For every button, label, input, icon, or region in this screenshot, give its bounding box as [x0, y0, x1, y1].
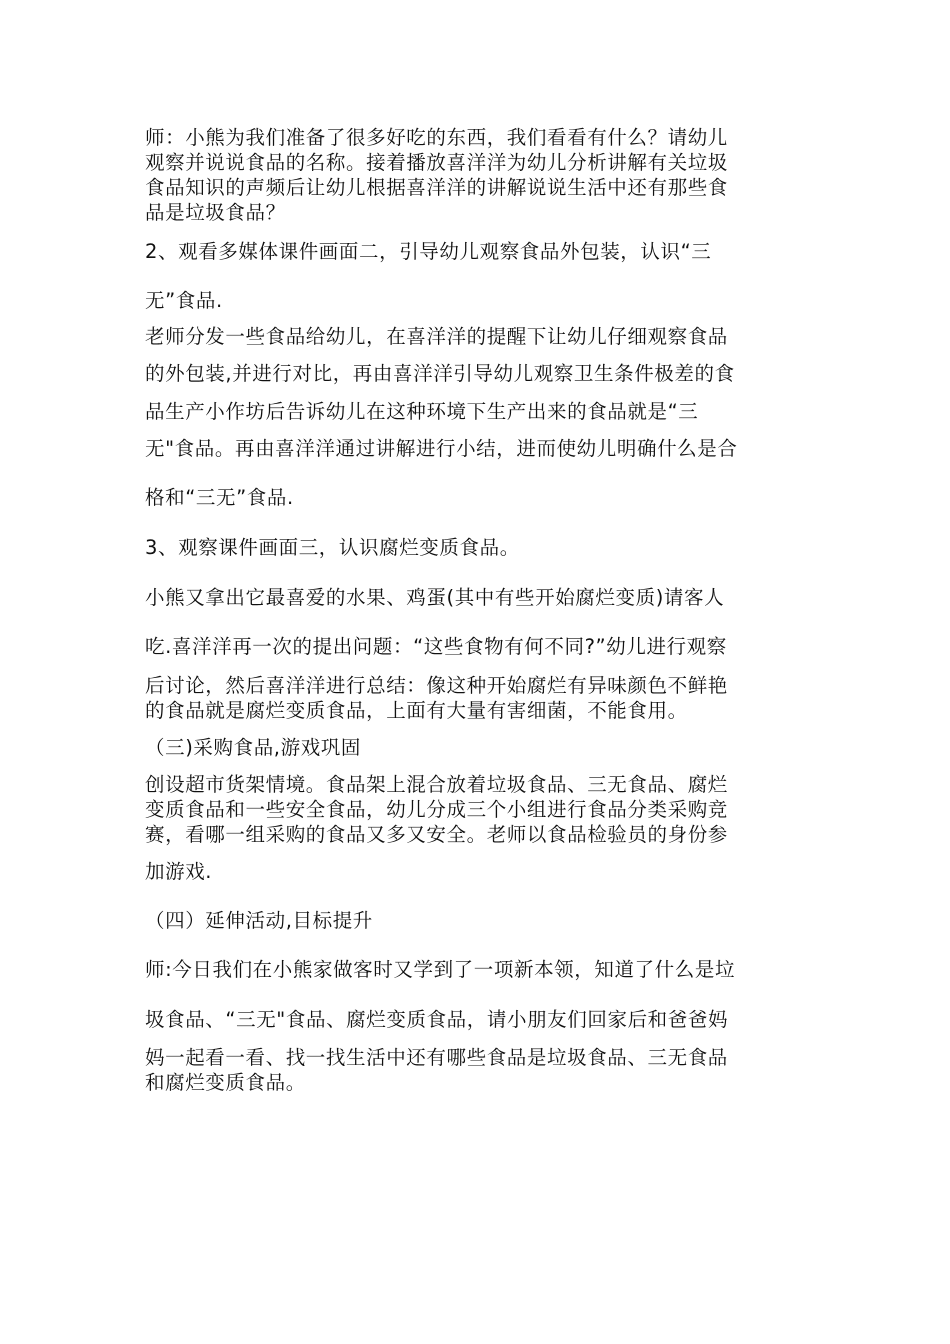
text-line: 和腐烂变质食品。	[145, 1071, 306, 1094]
text-line: 品是垃圾食品？	[145, 201, 286, 224]
text-line: 格和“三无”食品.	[145, 486, 294, 509]
text-line: 食品知识的声频后让幼儿根据喜洋洋的讲解说说生活中还有那些食	[145, 176, 728, 199]
text-line: 品生产小作坊后告诉幼儿在这种环境下生产出来的食品就是“三	[145, 400, 699, 423]
section-heading: 3、观察课件画面三，认识腐烂变质食品。	[145, 536, 520, 559]
text-line: 变质食品和一些安全食品，幼儿分成三个小组进行食品分类采购竞	[145, 798, 728, 821]
text-line: 师:今日我们在小熊家做客时又学到了一项新本领，知道了什么是垃	[145, 958, 736, 981]
text-line: 加游戏.	[145, 860, 213, 883]
text-line: 圾食品、“三无"食品、腐烂变质食品，请小朋友们回家后和爸爸妈	[145, 1008, 729, 1031]
text-line: 后讨论，然后喜洋洋进行总结：像这种开始腐烂有异味颜色不鲜艳	[145, 674, 728, 697]
text-line: 吃.喜洋洋再一次的提出问题：“这些食物有何不同?”幼儿进行观察	[145, 635, 727, 658]
section-heading: （三)采购食品,游戏巩固	[145, 736, 362, 759]
text-line: 老师分发一些食品给幼儿，在喜洋洋的提醒下让幼儿仔细观察食品	[145, 325, 728, 348]
text-line: 师：小熊为我们准备了很多好吃的东西，我们看看有什么？请幼儿	[145, 126, 728, 149]
section-heading: （四）延伸活动,目标提升	[145, 909, 373, 932]
section-heading: 2、观看多媒体课件画面二，引导幼儿观察食品外包装，认识“三	[145, 240, 712, 263]
text-line: 的食品就是腐烂变质食品，上面有大量有害细菌，不能食用。	[145, 699, 688, 722]
text-line: 无”食品.	[145, 289, 223, 312]
text-line: 妈一起看一看、找一找生活中还有哪些食品是垃圾食品、三无食品	[145, 1046, 728, 1069]
text-line: 赛，看哪一组采购的食品又多又安全。老师以食品检验员的身份参	[145, 823, 728, 846]
text-line: 无"食品。再由喜洋洋通过讲解进行小结，进而使幼儿明确什么是合	[145, 437, 738, 460]
text-line: 创设超市货架情境。食品架上混合放着垃圾食品、三无食品、腐烂	[145, 773, 728, 796]
text-line: 观察并说说食品的名称。接着播放喜洋洋为幼儿分析讲解有关垃圾	[145, 151, 728, 174]
text-line: 的外包装,并进行对比，再由喜洋洋引导幼儿观察卫生条件极差的食	[145, 362, 735, 385]
text-line: 小熊又拿出它最喜爱的水果、鸡蛋(其中有些开始腐烂变质)请客人	[145, 586, 725, 609]
